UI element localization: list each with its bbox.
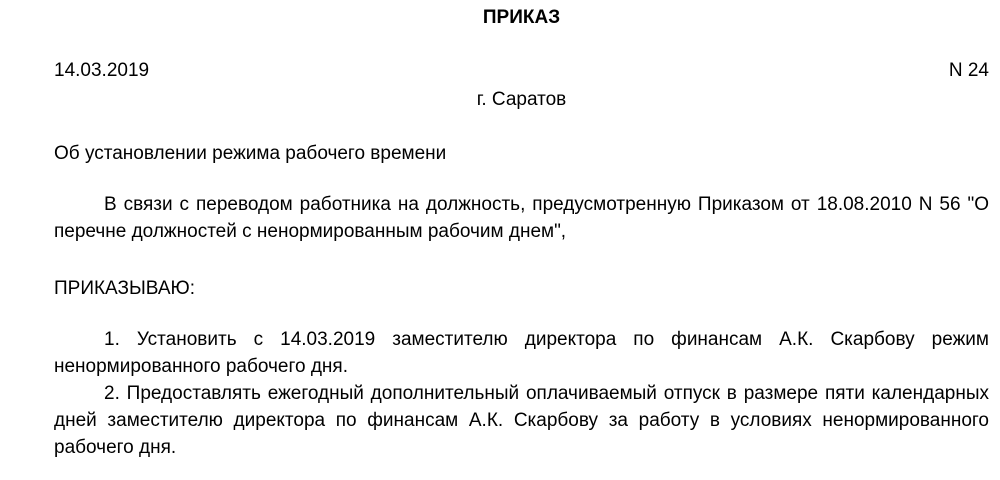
document-date: 14.03.2019 (54, 60, 150, 81)
document-subject: Об установлении режима рабочего времени (54, 143, 447, 164)
order-item-1: 1. Установить с 14.03.2019 заместителю директора по финансам А.К. Скарбову режим ненормированного рабочего дня. (54, 329, 989, 377)
document-intro-paragraph: В связи с переводом работника на должность, предусмотренную Приказом от 18.08.2010 N 56 "О перечне должностей с ненормированным рабочим днем", (54, 194, 989, 242)
document-city: г. Саратов (476, 89, 567, 110)
document-number: N 24 (948, 60, 989, 81)
document-title: ПРИКАЗ (482, 7, 561, 28)
order-item-2: 2. Предоставлять ежегодный дополнительный оплачиваемый отпуск в размере пяти календарных дней заместителю директора по финансам А.К. Скарбову за работу в условиях ненормированного рабочего дня. (54, 383, 989, 458)
order-directive-heading: ПРИКАЗЫВАЮ: (54, 278, 195, 299)
order-document (54, 0, 989, 480)
document-meta-row (54, 60, 989, 82)
